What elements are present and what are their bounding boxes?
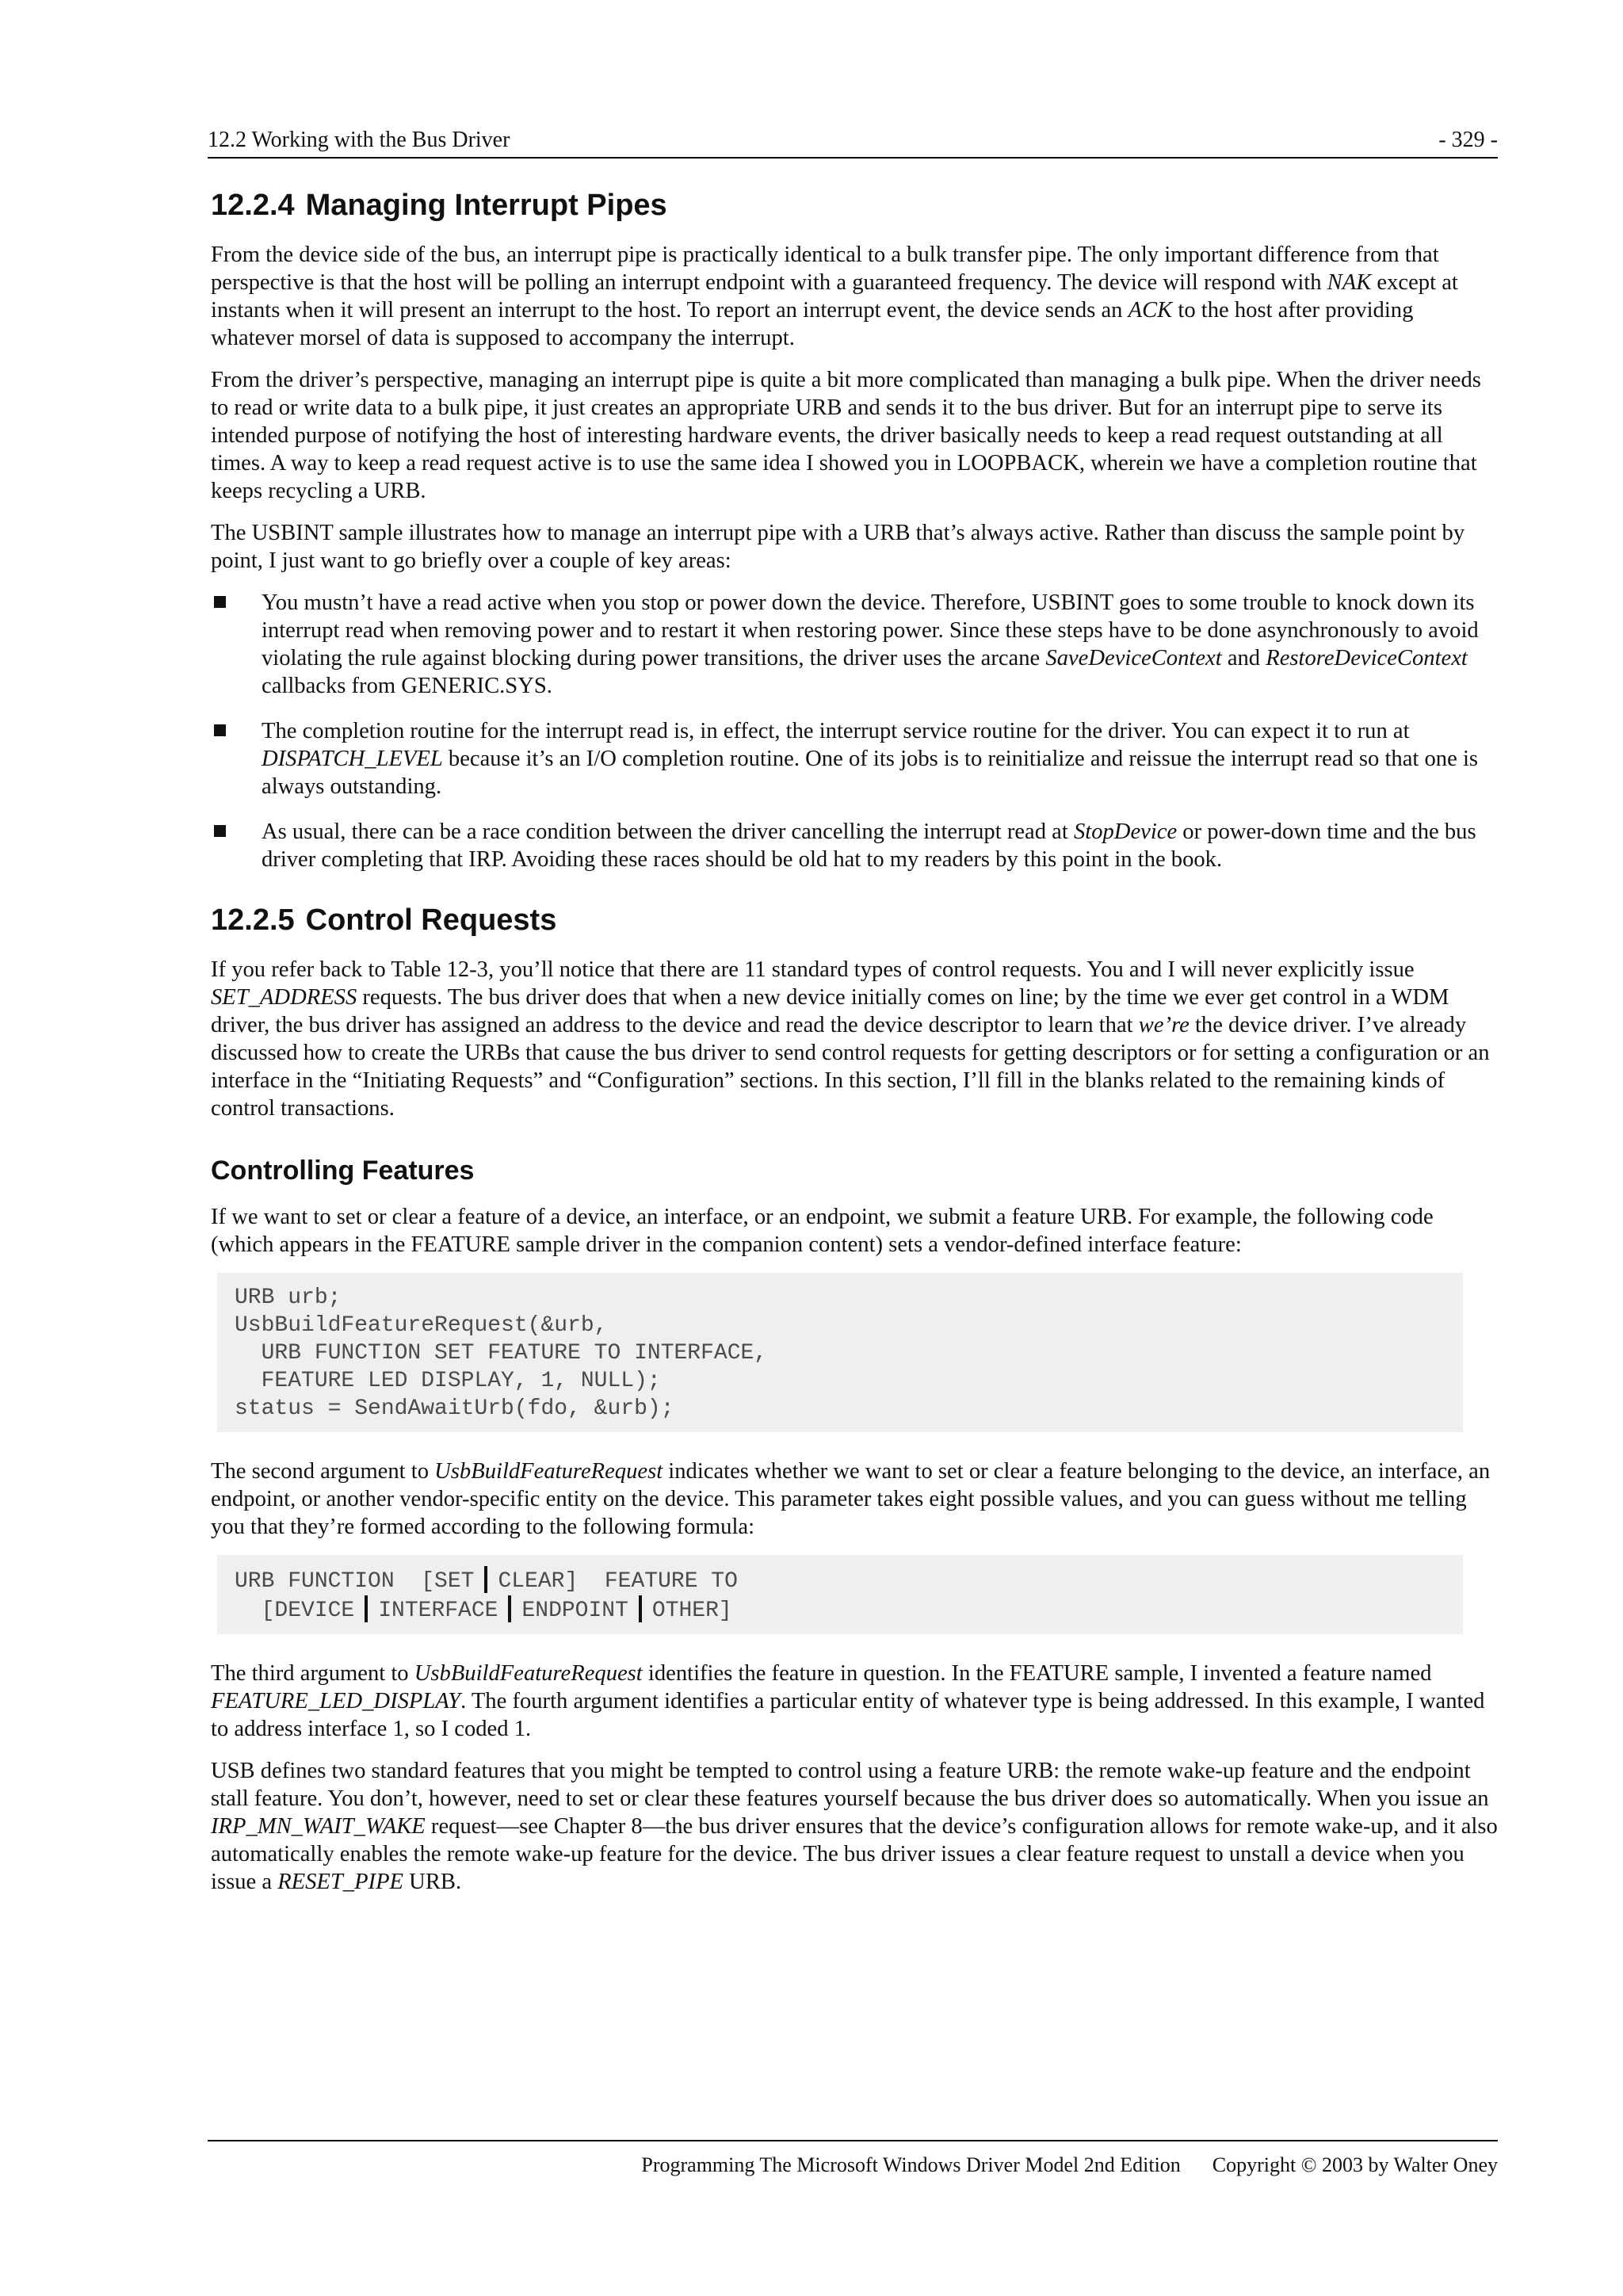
text-run: because it’s an I/O completion routine. One of its jobs is to reinitialize and reissue the interrupt read so that one is always outstanding. bbox=[262, 747, 1479, 799]
code-line bbox=[235, 1595, 1445, 1625]
emphasis: UsbBuildFeatureRequest bbox=[414, 1661, 643, 1686]
code-fragment: CLEAR] FEATURE TO bbox=[498, 1569, 738, 1594]
emphasis: DISPATCH_LEVEL bbox=[262, 747, 443, 771]
code-line bbox=[235, 1566, 1445, 1595]
text-run: The completion routine for the interrupt read is, in effect, the interrupt service routine for the driver. You can expect it to run at bbox=[262, 719, 1410, 743]
text-run: or power-down time and the bus driver completing that IRP. Avoiding these races should be old hat to my readers by this point in the book. bbox=[262, 819, 1476, 872]
emphasis: FEATURE_LED_DISPLAY bbox=[211, 1689, 461, 1713]
footer-copyright: Copyright © 2003 by Walter Oney bbox=[1212, 2153, 1498, 2176]
square-bullet-icon bbox=[214, 596, 226, 608]
emphasis: SaveDeviceContext bbox=[1045, 646, 1222, 670]
emphasis: RestoreDeviceContext bbox=[1266, 646, 1468, 670]
text-run: request—see Chapter 8—the bus driver ensures that the device’s configuration allows for remote wake-up, and it also automatically enables the remote wake-up feature for the device. The bus driver issues a clear feature request to unstall a device when you issue a bbox=[211, 1814, 1498, 1894]
paragraph bbox=[211, 241, 1498, 352]
text-run: callbacks from GENERIC.SYS. bbox=[262, 674, 552, 698]
section-title: Managing Interrupt Pipes bbox=[305, 189, 667, 222]
list-item bbox=[208, 717, 1498, 800]
vertical-bar-icon bbox=[639, 1595, 642, 1622]
text-run: . The fourth argument identifies a particular entity of whatever type is being addressed. In this example, I wanted to address interface 1, so I coded 1. bbox=[211, 1689, 1485, 1741]
paragraph bbox=[211, 956, 1498, 1122]
text-run: As usual, there can be a race condition between the driver cancelling the interrupt read at bbox=[262, 819, 1074, 844]
running-header bbox=[208, 127, 1498, 159]
paragraph bbox=[211, 1757, 1498, 1896]
paragraph: From the driver’s perspective, managing an interrupt pipe is quite a bit more complicated than managing a bulk pipe. When the driver needs to read or write data to a bulk pipe, it just creates an appropriate URB and sends it to the bus driver. But for an interrupt pipe to serve its intended purpose of notifying the host of interesting hardware events, the driver basically needs to keep a read request outstanding at all times. A way to keep a read request active is to use the same idea I showed you in LOOPBACK, wherein we have a completion routine that keeps recycling a URB. bbox=[211, 368, 1481, 503]
emphasis: NAK bbox=[1327, 270, 1372, 295]
text-run: URB. bbox=[403, 1870, 462, 1894]
paragraph bbox=[211, 1457, 1498, 1541]
code-fragment: INTERFACE bbox=[378, 1599, 498, 1623]
vertical-bar-icon bbox=[365, 1595, 368, 1622]
code-fragment: ENDPOINT bbox=[521, 1599, 628, 1623]
vertical-bar-icon bbox=[484, 1566, 487, 1593]
emphasis: IRP_MN_WAIT_WAKE bbox=[211, 1814, 426, 1839]
code-line: status = SendAwaitUrb(fdo, &urb); bbox=[235, 1396, 674, 1421]
emphasis: StopDevice bbox=[1073, 819, 1178, 844]
text-run: If you refer back to Table 12-3, you’ll notice that there are 11 standard types of control requests. You and I will never explicitly issue bbox=[211, 957, 1415, 982]
page-footer bbox=[208, 2140, 1498, 2178]
code-fragment: URB FUNCTION [SET bbox=[235, 1569, 475, 1594]
emphasis: RESET_PIPE bbox=[277, 1870, 404, 1894]
code-fragment: [DEVICE bbox=[235, 1599, 355, 1623]
emphasis: UsbBuildFeatureRequest bbox=[434, 1459, 663, 1484]
bullet-list bbox=[208, 589, 1498, 873]
section-number: 12.2.4 bbox=[211, 189, 295, 222]
code-block bbox=[217, 1273, 1463, 1432]
list-item bbox=[208, 589, 1498, 700]
formula-block bbox=[217, 1555, 1463, 1634]
square-bullet-icon bbox=[214, 825, 226, 837]
section-heading-interrupt-pipes bbox=[211, 187, 1498, 223]
code-line: FEATURE LED DISPLAY, 1, NULL); bbox=[235, 1369, 661, 1393]
emphasis: SET_ADDRESS bbox=[211, 985, 357, 1010]
section-number: 12.2.5 bbox=[211, 904, 295, 937]
vertical-bar-icon bbox=[508, 1595, 511, 1622]
text-run: You mustn’t have a read active when you stop or power down the device. Therefore, USBINT goes to some trouble to knock down its interrupt read when removing power and to restart it when restoring power. Since these steps have to be done asynchronously to avoid violating the rule against blocking during power transitions, the driver uses the arcane bbox=[262, 590, 1479, 670]
text-run: From the device side of the bus, an interrupt pipe is practically identical to a bulk transfer pipe. The only important difference from that perspective is that the host will be polling an interrupt endpoint with a guaranteed frequency. The device will respond with bbox=[211, 243, 1439, 295]
text-run: the device driver. I’ve already discussed how to create the URBs that cause the bus driver to send control requests for getting descriptors or for setting a configuration or an interface in the “Initiating Requests” and “Configuration” sections. In this section, I’ll fill in the blanks related to the remaining kinds of control transactions. bbox=[211, 1013, 1490, 1121]
emphasis: we’re bbox=[1138, 1013, 1190, 1037]
header-page-number: - 329 - bbox=[1438, 128, 1498, 152]
subsection-heading: Controlling Features bbox=[211, 1156, 475, 1186]
text-run: identifies the feature in question. In the FEATURE sample, I invented a feature named bbox=[642, 1661, 1432, 1686]
code-line: UsbBuildFeatureRequest(&urb, bbox=[235, 1313, 608, 1338]
code-line: URB FUNCTION SET FEATURE TO INTERFACE, bbox=[235, 1341, 768, 1366]
page bbox=[208, 127, 1498, 1910]
paragraph: If we want to set or clear a feature of a device, an interface, or an endpoint, we submit a feature URB. For example, the following code (which appears in the FEATURE sample driver in the companion content) sets a vendor-defined interface feature: bbox=[211, 1205, 1434, 1257]
text-run: The second argument to bbox=[211, 1459, 435, 1484]
square-bullet-icon bbox=[214, 724, 226, 736]
emphasis: ACK bbox=[1128, 298, 1173, 323]
code-line: URB urb; bbox=[235, 1286, 342, 1310]
text-run: USB defines two standard features that you might be tempted to control using a feature URB: the remote wake-up feature and the endpoint stall feature. You don’t, however, need to set or clear these features yourself because the bus driver does so automatically. When you issue an bbox=[211, 1759, 1489, 1811]
text-run: The third argument to bbox=[211, 1661, 414, 1686]
paragraph: The USBINT sample illustrates how to manage an interrupt pipe with a URB that’s always active. Rather than discuss the sample point by point, I just want to go briefly over a couple of key areas: bbox=[211, 521, 1465, 573]
text-run: and bbox=[1221, 646, 1266, 670]
text-run: to the host after providing whatever morsel of data is supposed to accompany the interrupt. bbox=[211, 298, 1414, 350]
header-section-title: 12.2 Working with the Bus Driver bbox=[208, 128, 510, 152]
text-run: requests. The bus driver does that when a new device initially comes on line; by the time we ever get control in a WDM driver, the bus driver has assigned an address to the device and read the device descriptor to learn that bbox=[211, 985, 1449, 1037]
section-title: Control Requests bbox=[305, 904, 557, 937]
section-heading-control-requests bbox=[211, 902, 1498, 938]
code-fragment: OTHER] bbox=[651, 1599, 732, 1623]
list-item bbox=[208, 818, 1498, 873]
text-run: indicates whether we want to set or clear a feature belonging to the device, an interface, an endpoint, or another vendor-specific entity on the device. This parameter takes eight possible values, and you can guess without me telling you that they’re formed according to the following formula: bbox=[211, 1459, 1491, 1539]
paragraph bbox=[211, 1660, 1498, 1743]
footer-book-title: Programming The Microsoft Windows Driver Model 2nd Edition bbox=[641, 2153, 1181, 2176]
text-run: except at instants when it will present an interrupt to the host. To report an interrupt event, the device sends an bbox=[211, 270, 1458, 323]
